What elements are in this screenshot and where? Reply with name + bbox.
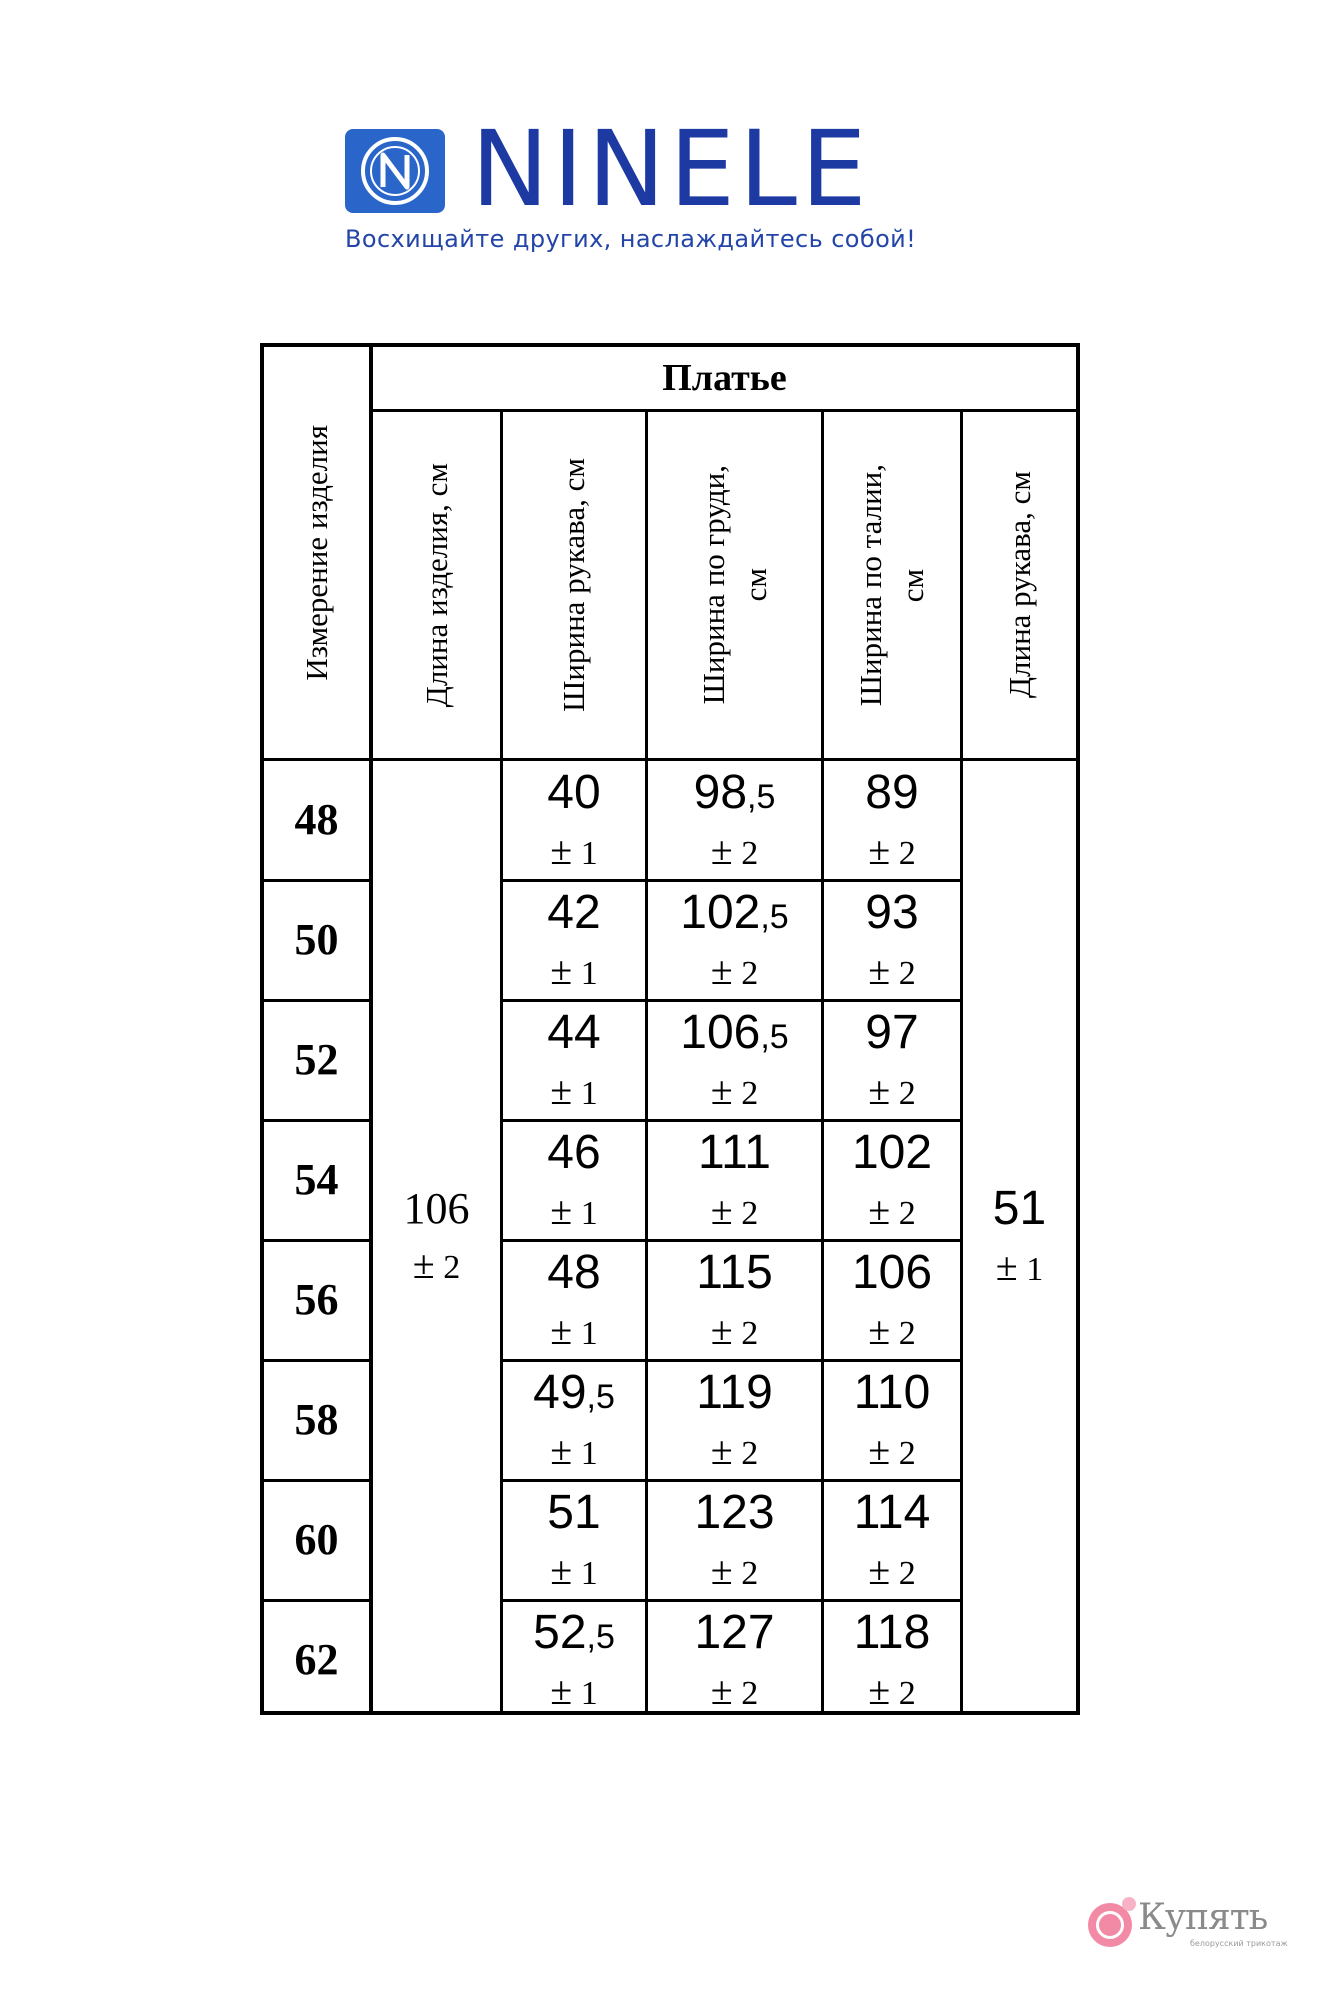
size-label: 60 bbox=[294, 1515, 339, 1564]
kupyat-watermark bbox=[1088, 1895, 1308, 1955]
measurement-tolerance: ± 2 bbox=[710, 1307, 759, 1353]
measurement-value: 102,5 bbox=[680, 885, 789, 939]
measurement-cell bbox=[824, 1601, 960, 1718]
column-header bbox=[963, 412, 1076, 758]
measurement-tolerance: ± 1 bbox=[550, 1667, 598, 1713]
row-header-cell bbox=[264, 347, 369, 758]
measurement-cell bbox=[648, 1361, 821, 1478]
measurement-tolerance: ± 2 bbox=[868, 1067, 916, 1113]
measurement-tolerance: ± 2 bbox=[868, 1307, 916, 1353]
measurement-value: 42 bbox=[547, 885, 601, 939]
size-label: 62 bbox=[294, 1635, 339, 1684]
column-header bbox=[373, 412, 500, 758]
measurement-value: 46 bbox=[547, 1125, 601, 1179]
measurement-value: 98,5 bbox=[693, 765, 776, 819]
measurement-cell bbox=[824, 761, 960, 878]
measurement-value: 115 bbox=[696, 1245, 773, 1299]
brand-logo bbox=[345, 108, 985, 265]
measurement-tolerance: ± 1 bbox=[550, 1307, 598, 1353]
measurement-cell bbox=[503, 881, 645, 998]
measurement-value: 106,5 bbox=[680, 1005, 789, 1059]
measurement-cell bbox=[824, 881, 960, 998]
measurement-cell bbox=[503, 1241, 645, 1358]
measurement-value: 52,5 bbox=[533, 1605, 615, 1659]
measurement-tolerance: ± 1 bbox=[550, 1427, 598, 1473]
measurement-tolerance: ± 2 bbox=[868, 1427, 916, 1473]
row-header-label: Измерение изделия bbox=[298, 424, 334, 681]
measurement-cell bbox=[824, 1361, 960, 1478]
measurement-cell bbox=[503, 1121, 645, 1238]
measurement-tolerance: ± 2 bbox=[868, 1547, 916, 1593]
size-label: 54 bbox=[294, 1155, 339, 1204]
measurement-tolerance: ± 1 bbox=[550, 1067, 598, 1113]
column-header bbox=[648, 412, 821, 758]
table-title: Платье bbox=[662, 357, 787, 399]
measurement-tolerance: ± 2 bbox=[868, 1187, 916, 1233]
column-header bbox=[503, 412, 645, 758]
measurement-value: 49,5 bbox=[533, 1365, 615, 1419]
measurement-value: 119 bbox=[696, 1365, 773, 1419]
measurement-value: 97 bbox=[865, 1005, 919, 1059]
size-label: 58 bbox=[294, 1395, 339, 1444]
measurement-value: 123 bbox=[694, 1485, 775, 1539]
measurement-tolerance: ± 2 bbox=[710, 1547, 759, 1593]
brand-name: NINELE bbox=[471, 108, 871, 230]
measurement-tolerance: ± 1 bbox=[550, 947, 598, 993]
measurement-value: 111 bbox=[698, 1125, 771, 1179]
measurement-cell bbox=[503, 761, 645, 878]
measurement-tolerance: ± 2 bbox=[710, 947, 759, 993]
column-header-label: Длина изделия, см bbox=[418, 462, 454, 708]
measurement-value: 114 bbox=[853, 1485, 931, 1539]
size-chart-table bbox=[260, 343, 1080, 1715]
by-badge-icon bbox=[1122, 1897, 1136, 1911]
measurement-value: 102 bbox=[851, 1125, 933, 1179]
column-header-label: Ширина рукава, см bbox=[556, 458, 592, 712]
measurement-cell bbox=[648, 1121, 821, 1238]
measurement-value: 40 bbox=[547, 765, 601, 819]
size-label: 52 bbox=[294, 1035, 339, 1084]
measurement-tolerance: ± 2 bbox=[710, 827, 759, 873]
measurement-cell bbox=[824, 1241, 960, 1358]
measurement-cell bbox=[824, 1481, 960, 1598]
measurement-cell bbox=[648, 1481, 821, 1598]
measurement-tolerance: ± 2 bbox=[710, 1667, 759, 1713]
measurement-cell bbox=[503, 1481, 645, 1598]
measurement-cell bbox=[503, 1001, 645, 1118]
measurement-tolerance: ± 2 bbox=[710, 1427, 759, 1473]
measurement-value: 51 bbox=[547, 1485, 601, 1539]
brand-tagline: Восхищайте других, наслаждайтесь собой! bbox=[345, 225, 917, 253]
column-header-label: Ширина по талии, см bbox=[853, 463, 930, 707]
measurement-cell bbox=[648, 1001, 821, 1118]
measurement-tolerance: ± 2 bbox=[710, 1067, 759, 1113]
sleeve-length-cell: 51 ± 1 bbox=[992, 1182, 1047, 1289]
measurement-tolerance: ± 1 bbox=[550, 1547, 598, 1593]
measurement-value: 118 bbox=[853, 1605, 931, 1659]
measurement-value: 127 bbox=[694, 1605, 775, 1659]
column-header-label: Длина рукава, см bbox=[1001, 471, 1037, 699]
measurement-tolerance: ± 1 bbox=[550, 827, 598, 873]
measurement-tolerance: ± 2 bbox=[868, 827, 916, 873]
column-header bbox=[824, 412, 960, 758]
measurement-tolerance: ± 2 bbox=[710, 1187, 759, 1233]
measurement-cell bbox=[648, 1601, 821, 1718]
measurement-cell bbox=[503, 1361, 645, 1478]
measurement-value: 93 bbox=[865, 885, 919, 939]
measurement-tolerance: ± 2 bbox=[868, 1667, 916, 1713]
product-length-cell: 106 ± 2 bbox=[403, 1184, 470, 1287]
measurement-cell bbox=[648, 761, 821, 878]
watermark-text: Купять bbox=[1138, 1897, 1268, 1938]
measurement-cell bbox=[503, 1601, 645, 1718]
measurement-value: 48 bbox=[547, 1245, 601, 1299]
measurement-cell bbox=[648, 881, 821, 998]
watermark-subtext: белорусский трикотаж bbox=[1190, 1939, 1288, 1948]
size-label: 50 bbox=[294, 915, 339, 964]
measurement-value: 89 bbox=[865, 765, 919, 819]
measurement-value: 106 bbox=[851, 1245, 933, 1299]
measurement-cell bbox=[824, 1001, 960, 1118]
measurement-value: 110 bbox=[853, 1365, 931, 1419]
column-header-label: Ширина по груди, см bbox=[695, 465, 773, 705]
measurement-cell bbox=[648, 1241, 821, 1358]
size-label: 56 bbox=[294, 1275, 339, 1324]
measurement-cell bbox=[824, 1121, 960, 1238]
measurement-value: 44 bbox=[547, 1005, 601, 1059]
measurement-tolerance: ± 2 bbox=[868, 947, 916, 993]
size-label: 48 bbox=[294, 795, 339, 844]
measurement-tolerance: ± 1 bbox=[550, 1187, 598, 1233]
ninele-monogram-icon bbox=[345, 129, 445, 213]
